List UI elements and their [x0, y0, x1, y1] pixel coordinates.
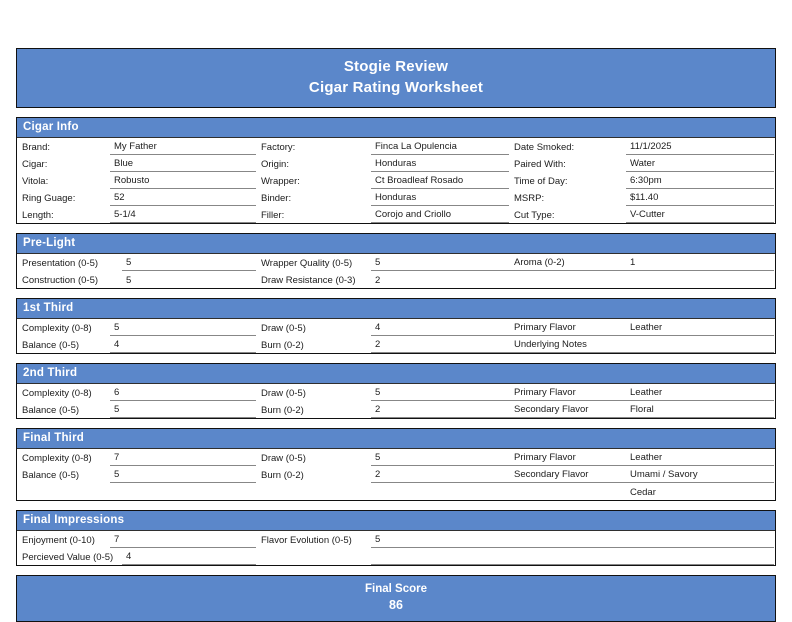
field-value[interactable]: Leather: [630, 322, 663, 333]
field-cell: [256, 401, 509, 418]
field-label: Complexity (0-8): [22, 323, 92, 334]
field-cell: [17, 483, 256, 500]
worksheet-row: [17, 384, 775, 401]
field-value[interactable]: 7: [110, 452, 256, 466]
field-cell: [17, 336, 256, 353]
field-cell: [17, 449, 256, 466]
field-label: [261, 498, 371, 500]
field-cell: [509, 531, 774, 548]
field-cell: [256, 548, 509, 565]
field-value[interactable]: [626, 350, 774, 352]
field-cell: [256, 466, 509, 483]
section-cigar-info: [16, 117, 776, 224]
field-cell: [509, 271, 774, 288]
field-cell: [509, 189, 774, 206]
field-value[interactable]: Finca La Opulencia: [371, 141, 509, 155]
field-cell: [256, 336, 509, 353]
field-value[interactable]: Honduras: [371, 158, 509, 172]
field-label: Draw (0-5): [261, 323, 306, 334]
worksheet-row: [17, 548, 775, 565]
field-cell: [17, 155, 256, 172]
field-value[interactable]: [371, 498, 509, 500]
field-label: Aroma (0-2): [514, 257, 565, 268]
field-value[interactable]: $11.40: [626, 192, 774, 206]
field-value[interactable]: Cedar: [630, 487, 656, 498]
field-cell: [256, 172, 509, 189]
section-rows: [17, 319, 775, 353]
field-value[interactable]: 1: [630, 257, 636, 268]
field-label: [514, 562, 626, 564]
worksheet-row: [17, 401, 775, 418]
section-final-impressions: [16, 510, 776, 566]
field-cell: [509, 449, 774, 466]
field-label: Wrapper:: [261, 176, 300, 187]
field-cell: [509, 483, 774, 500]
field-value[interactable]: 4: [122, 551, 256, 565]
field-label: [514, 286, 626, 288]
field-cell: [256, 271, 509, 288]
field-label: Underlying Notes: [514, 339, 587, 350]
field-label: Cigar:: [22, 159, 48, 170]
field-cell: [256, 155, 509, 172]
field-value[interactable]: 2: [371, 404, 509, 418]
field-label: Filler:: [261, 210, 285, 221]
field-cell: [256, 483, 509, 500]
field-label: Date Smoked:: [514, 142, 575, 153]
section-rows: [17, 449, 775, 500]
worksheet-title-block: [16, 48, 776, 108]
field-cell: [509, 254, 774, 271]
field-cell: [17, 271, 256, 288]
field-label: Primary Flavor: [514, 322, 576, 333]
field-value[interactable]: Honduras: [371, 192, 509, 206]
section-header-final-third: Final Third: [17, 429, 775, 449]
worksheet-row: [17, 531, 775, 548]
field-label: Balance (0-5): [22, 470, 80, 481]
worksheet-row: [17, 483, 775, 500]
field-cell: [256, 449, 509, 466]
field-cell: [17, 254, 256, 271]
section-header-second-third: 2nd Third: [17, 364, 775, 384]
section-pre-light: [16, 233, 776, 289]
field-value[interactable]: 5: [110, 322, 256, 336]
field-label: Draw (0-5): [261, 453, 306, 464]
section-header-cigar-info: Cigar Info: [17, 118, 775, 138]
field-value[interactable]: 6:30pm: [626, 175, 774, 189]
worksheet-row: [17, 138, 775, 155]
field-cell: [17, 531, 256, 548]
field-cell: [17, 384, 256, 401]
field-value[interactable]: Leather: [630, 387, 663, 398]
field-label: Draw Resistance (0-3): [261, 275, 356, 286]
field-label: Construction (0-5): [22, 275, 99, 286]
field-label: Primary Flavor: [514, 452, 576, 463]
section-second-third: [16, 363, 776, 419]
field-label: Percieved Value (0-5): [22, 552, 114, 563]
field-value[interactable]: My Father: [110, 141, 256, 155]
field-label: Factory:: [261, 142, 296, 153]
brand-title: Stogie Review: [343, 58, 449, 75]
worksheet-row: [17, 271, 775, 288]
field-cell: [256, 189, 509, 206]
field-label: [22, 498, 110, 500]
field-value[interactable]: 5: [371, 452, 509, 466]
field-cell: [509, 155, 774, 172]
section-rows: [17, 531, 775, 565]
field-value[interactable]: 2: [371, 339, 509, 353]
worksheet-row: [17, 449, 775, 466]
field-cell: [509, 319, 774, 336]
field-label: Origin:: [261, 159, 289, 170]
field-label: Presentation (0-5): [22, 258, 99, 269]
field-cell: [17, 401, 256, 418]
field-label: Burn (0-2): [261, 340, 304, 351]
sections-container: [16, 117, 776, 566]
field-label: Brand:: [22, 142, 50, 153]
field-cell: [509, 401, 774, 418]
worksheet-row: [17, 466, 775, 483]
field-value[interactable]: Water: [626, 158, 774, 172]
field-cell: [509, 206, 774, 223]
section-rows: [17, 138, 775, 223]
section-header-final-impressions: Final Impressions: [17, 511, 775, 531]
section-header-first-third: 1st Third: [17, 299, 775, 319]
field-label: Vitola:: [22, 176, 49, 187]
worksheet: [16, 48, 776, 622]
field-value[interactable]: 11/1/2025: [626, 141, 774, 155]
field-label: Complexity (0-8): [22, 388, 92, 399]
field-cell: [509, 384, 774, 401]
field-cell: [509, 466, 774, 483]
field-value[interactable]: 5: [371, 534, 509, 548]
worksheet-row: [17, 155, 775, 172]
field-label: Binder:: [261, 193, 292, 204]
final-score-label: Final Score: [365, 583, 427, 595]
field-cell: [256, 384, 509, 401]
field-label: [514, 498, 626, 500]
field-value[interactable]: Umami / Savory: [630, 469, 698, 480]
field-cell: [17, 466, 256, 483]
field-value[interactable]: Corojo and Criollo: [371, 209, 509, 223]
field-cell: [509, 336, 774, 353]
section-first-third: [16, 298, 776, 354]
field-label: Draw (0-5): [261, 388, 306, 399]
field-label: [261, 563, 371, 565]
worksheet-row: [17, 206, 775, 223]
section-final-third: [16, 428, 776, 501]
field-value[interactable]: 4: [110, 339, 256, 353]
field-cell: [17, 189, 256, 206]
final-score-block: [16, 575, 776, 622]
field-cell: [256, 319, 509, 336]
field-label: Balance (0-5): [22, 340, 80, 351]
field-label: Paired With:: [514, 159, 566, 170]
field-cell: [509, 138, 774, 155]
worksheet-row: [17, 254, 775, 271]
field-label: Flavor Evolution (0-5): [261, 535, 352, 546]
field-cell: [256, 206, 509, 223]
field-label: Time of Day:: [514, 176, 568, 187]
field-value[interactable]: Blue: [110, 158, 256, 172]
document-title: Cigar Rating Worksheet: [308, 79, 484, 96]
worksheet-row: [17, 336, 775, 353]
field-cell: [256, 254, 509, 271]
field-value[interactable]: 4: [371, 322, 509, 336]
field-value[interactable]: 7: [110, 534, 256, 548]
field-label: [514, 545, 626, 547]
field-value[interactable]: Floral: [630, 404, 654, 415]
field-label: Balance (0-5): [22, 405, 80, 416]
field-value[interactable]: [626, 562, 774, 564]
field-cell: [509, 548, 774, 565]
field-label: Complexity (0-8): [22, 453, 92, 464]
field-cell: [256, 531, 509, 548]
worksheet-row: [17, 189, 775, 206]
section-rows: [17, 384, 775, 418]
worksheet-row: [17, 319, 775, 336]
field-cell: [17, 172, 256, 189]
field-value[interactable]: 5: [371, 257, 509, 271]
field-label: Secondary Flavor: [514, 404, 589, 415]
final-score-value: 86: [389, 598, 403, 612]
field-value[interactable]: 5: [110, 404, 256, 418]
field-value[interactable]: Leather: [630, 452, 663, 463]
field-value[interactable]: 5-1/4: [110, 209, 256, 223]
field-value[interactable]: V-Cutter: [626, 209, 774, 223]
field-value[interactable]: 5: [110, 469, 256, 483]
field-cell: [17, 206, 256, 223]
field-label: MSRP:: [514, 193, 545, 204]
field-value[interactable]: 2: [375, 275, 381, 286]
field-value[interactable]: 52: [110, 192, 256, 206]
field-value[interactable]: 2: [371, 469, 509, 483]
field-value[interactable]: 5: [371, 387, 509, 401]
field-cell: [17, 319, 256, 336]
field-value[interactable]: Robusto: [110, 175, 256, 189]
field-label: Ring Guage:: [22, 193, 76, 204]
field-label: Burn (0-2): [261, 470, 304, 481]
field-value[interactable]: [110, 498, 256, 500]
field-value[interactable]: [371, 562, 509, 565]
field-label: Burn (0-2): [261, 405, 304, 416]
field-label: Primary Flavor: [514, 387, 576, 398]
field-value[interactable]: [626, 286, 774, 288]
field-value[interactable]: 6: [110, 387, 256, 401]
field-label: Cut Type:: [514, 210, 555, 221]
section-rows: [17, 254, 775, 288]
section-header-pre-light: Pre-Light: [17, 234, 775, 254]
field-cell: [509, 172, 774, 189]
field-value[interactable]: [626, 545, 774, 547]
field-label: Length:: [22, 210, 54, 221]
field-cell: [17, 138, 256, 155]
field-value[interactable]: 5: [122, 257, 256, 271]
field-cell: [17, 548, 256, 565]
field-value[interactable]: Ct Broadleaf Rosado: [371, 175, 509, 189]
field-label: Enjoyment (0-10): [22, 535, 95, 546]
field-value[interactable]: 5: [126, 275, 132, 286]
worksheet-row: [17, 172, 775, 189]
field-label: Secondary Flavor: [514, 469, 589, 480]
field-cell: [256, 138, 509, 155]
field-label: Wrapper Quality (0-5): [261, 258, 353, 269]
